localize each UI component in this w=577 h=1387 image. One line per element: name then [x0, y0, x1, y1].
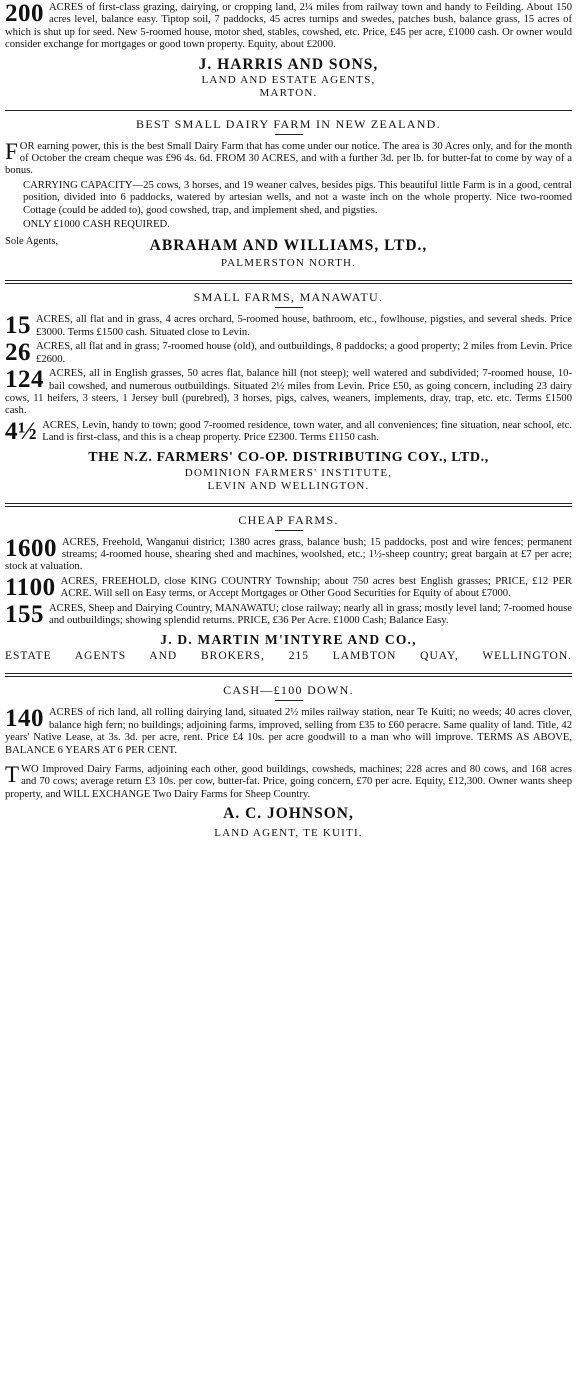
ad-abraham-and-williams: [5, 117, 572, 271]
section-divider: [5, 673, 572, 677]
listing-figure: 140: [5, 705, 44, 733]
ad-martin-mintyre: [5, 513, 572, 664]
agent-title: LAND AND ESTATE AGENTS,: [201, 73, 376, 86]
agent-location: MARTON.: [259, 86, 318, 99]
section-divider: [5, 110, 572, 111]
listing-figure: 1100: [5, 573, 56, 601]
ad-paragraph: [5, 764, 572, 801]
listing-text: ACRES of first-class grazing, dairying, or cropping land, 2¼ miles from railway town and handy to Feilding. About 150 acres level, balance easy. Tiptop soil, 7 paddocks, 45 acres turnips and swedes, patches bush, balance grass, 15 acres of which is shut up for seed. New 5-roomed house, motor shed, stables, cowshed, etc. Price, £45 per acre, £1000 cash. Or owner would consider exchange for mortgages or good town property. Equity, about £2000.: [5, 2, 572, 51]
heading-rule: [275, 307, 303, 308]
ad-harris-and-sons: [5, 2, 572, 100]
heading-rule: [275, 134, 303, 135]
listing-140-acres: [5, 707, 572, 757]
listing-text: ACRES, Sheep and Dairying Country, MANAWATU; close railway; nearly all in grass; mostly level land; 7-roomed house and outbuildings; showing splendid returns. PRICE, £36 Per Acre. £1000 Cash; Balance Easy.: [49, 602, 572, 626]
listing-text: ACRES, Levin, handy to town; good 7-roomed residence, town water, and all conveniences; fine situation, near school, etc. Land is first-class, and this is a cheap property. Price £2300. Terms £1150 cash.: [42, 419, 572, 444]
listing-figure: 200: [5, 0, 44, 27]
listing-text: ACRES, all flat and in grass; 7-roomed house (old), and outbuildings, 8 paddocks; a good property; 2 miles from Levin. Price £2600.: [36, 341, 572, 365]
listing-124-acres: [5, 368, 572, 418]
agent-name: A. C. JOHNSON,: [223, 805, 354, 823]
heading-rule: [275, 530, 303, 531]
ad-ac-johnson: [5, 683, 572, 840]
listing-26-acres: [5, 341, 572, 366]
listing-200-acres: [5, 2, 572, 52]
ad-paragraph: CARRYING CAPACITY—25 cows, 3 horses, and 19 weaner calves, besides pigs. This beautiful little Farm is in a good, central position, divided into 6 paddocks, watered by artesian wells, and not a waste inch on the whole property. Nice two-roomed Cottage (could be added to), good cowshed, trap, and implement shed, and pigsties.: [23, 179, 572, 216]
agent-location: LAND AGENT, TE KUITI.: [214, 827, 363, 840]
listing-155-acres: [5, 600, 572, 628]
agent-name: THE N.Z. FARMERS' CO-OP. DISTRIBUTING COY., LTD.,: [88, 449, 489, 465]
ad-paragraph: ONLY £1000 CASH REQUIRED.: [23, 219, 170, 231]
ad-heading: CHEAP FARMS.: [238, 512, 339, 527]
agent-address: ESTATE AGENTS AND BROKERS, 215 LAMBTON QUAY, WELLINGTON.: [5, 650, 572, 663]
agent-name: J. D. MARTIN M'INTYRE AND CO.,: [160, 632, 417, 648]
agent-name: ABRAHAM AND WILLIAMS, LTD.,: [149, 237, 428, 255]
ad-nz-farmers-coop: [5, 290, 572, 492]
ad-paragraph: [5, 138, 572, 178]
listing-figure: 26: [5, 339, 31, 367]
listing-figure: 15: [5, 312, 31, 340]
listing-text: ACRES, all in English grasses, 50 acres flat, balance hill (not steep); well watered and subdivided; 7-roomed house, 10-bail cowshed, and numerous outbuildings. Situated 2½ miles from Levin. Price £50, as going concern, including 23 dairy cows, 11 heifers, 3 steers, 1 Jersey bull (purebred), 3 horses, pigs, calves, weaners, implements, dray, trap, etc. etc. Terms £1500 cash.: [5, 368, 572, 417]
listing-figure: 155: [5, 600, 44, 628]
heading-rule: [275, 700, 303, 701]
paragraph-text: OR earning power, this is the best Small Dairy Farm that has come under our notice. The area is 30 Acres only, and for the month of October the cream cheque was £96 4s. 6d. FROM 30 ACRES, and with a further 3d. per lb. for butter-fat to come by way of a bonus.: [5, 140, 572, 177]
drop-cap: T: [5, 762, 20, 787]
agent-location: LEVIN AND WELLINGTON.: [207, 479, 370, 492]
ad-heading: CASH—£100 DOWN.: [223, 683, 354, 698]
listing-1100-acres: [5, 573, 572, 601]
listing-figure: 124: [5, 366, 44, 394]
listing-figure: 1600: [5, 534, 57, 562]
listing-text: ACRES, FREEHOLD, close KING COUNTRY Township; about 750 acres best English grasses; PRICE, £12 PER ACRE. Will sell on Easy terms, or Accept Mortgages or Other Good Securities for Equity of about £7000.: [60, 575, 572, 600]
agent-title: DOMINION FARMERS' INSTITUTE,: [184, 466, 393, 479]
ad-heading: SMALL FARMS, MANAWATU.: [193, 290, 384, 305]
section-divider: [5, 503, 572, 507]
listing-text: ACRES, all flat and in grass, 4 acres orchard, 5-roomed house, bathroom, etc., fowlhouse, pigsties, and several sheds. Price £3000. Terms £1500 cash. Situated close to Levin.: [36, 314, 572, 338]
sole-agents-row: [5, 235, 572, 257]
listing-15-acres: [5, 314, 572, 339]
paragraph-text: WO Improved Dairy Farms, adjoining each other, good buildings, cowsheds, machines; 228 acres and 80 cows, and 168 acres and 70 cows; average return £3 10s. per cow, butter-fat. Price, going concern, £70 per acre. Equity, £12,300. Owner wants sheep property, and WILL EXCHANGE Two Dairy Farms for Sheep Country.: [5, 764, 572, 800]
drop-cap: F: [5, 138, 18, 164]
listing-text: ACRES, Freehold, Wanganui district; 1380 acres grass, balance bush; 15 paddocks, post and wire fences; permanent streams; 4-roomed house, shearing shed and machines, woolshed, etc.; 1½-sheep country; great bargain at £7 per acre; stock at valuation.: [5, 536, 572, 573]
agent-location: PALMERSTON NORTH.: [220, 257, 357, 270]
listing-text: ACRES of rich land, all rolling dairying land, situated 2½ miles railway station, near Te Kuiti; no weeds; 40 acres clover, balance high fern; no buildings; adjoining farms, improved, selling from £35 to £60 peracre. Same quality of land. Title, 42 years' Native Lease, at 3s. 3d. per acre, rent. Price £4 10s. per acre goodwill to a man who will improve. TERMS AS ABOVE, BALANCE 6 YEARS AT 6 PER CENT.: [5, 707, 572, 756]
listing-figure: 4½: [5, 417, 38, 445]
listing-1600-acres: [5, 534, 572, 574]
ad-heading: BEST SMALL DAIRY FARM IN NEW ZEALAND.: [136, 116, 441, 131]
agent-name: J. HARRIS AND SONS,: [198, 55, 379, 73]
section-divider: [5, 280, 572, 284]
listing-4-acres: [5, 417, 572, 445]
sole-agents-label: Sole Agents,: [5, 236, 59, 248]
